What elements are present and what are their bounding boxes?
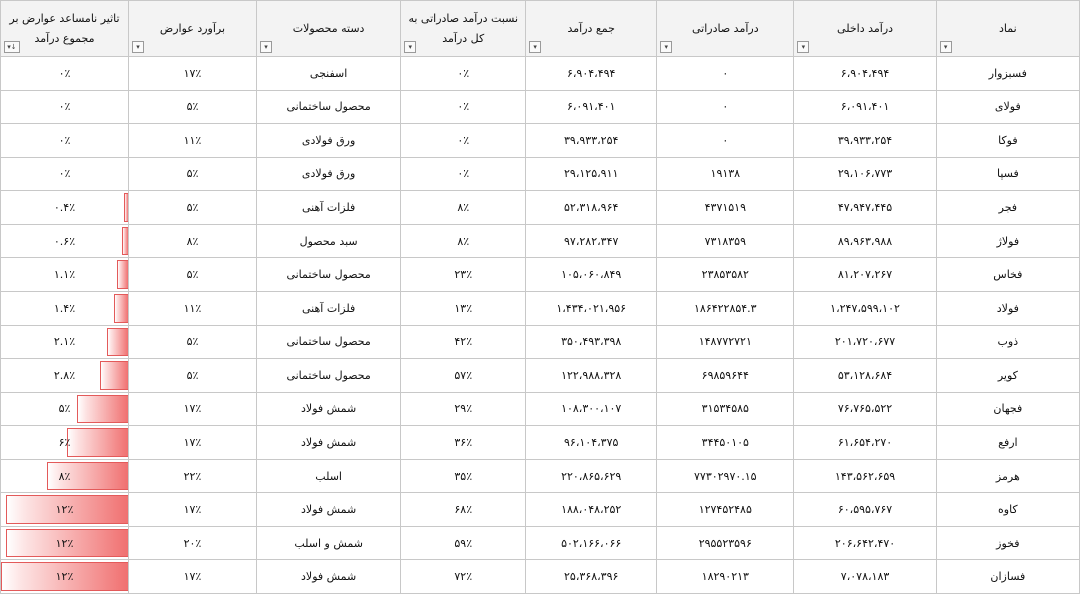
- cell-export-revenue[interactable]: ۰: [657, 124, 794, 158]
- impact-value: ۱.۴٪: [53, 301, 76, 315]
- cell-total-revenue[interactable]: ۶،۹۰۴،۴۹۴: [526, 57, 657, 91]
- cell-symbol[interactable]: فخوز: [936, 526, 1079, 560]
- cell-duty-estimate[interactable]: ۵٪: [129, 157, 257, 191]
- cell-domestic-revenue[interactable]: ۶،۰۹۱،۴۰۱: [794, 90, 936, 124]
- cell-export-revenue[interactable]: ۱۹۱۳۸: [657, 157, 794, 191]
- impact-value: ۸٪: [58, 469, 71, 483]
- header-product-category: [256, 1, 400, 57]
- cell-export-ratio[interactable]: ۴۲٪: [401, 325, 526, 359]
- table-row: [1, 258, 1080, 292]
- cell-total-revenue[interactable]: ۹۷،۲۸۲،۳۴۷: [526, 224, 657, 258]
- header-total-revenue: [526, 1, 657, 57]
- cell-unfavorable-impact[interactable]: [1, 526, 129, 560]
- table-row: [1, 359, 1080, 393]
- data-bar: [122, 227, 128, 256]
- cell-total-revenue[interactable]: ۱۲۲،۹۸۸،۳۲۸: [526, 359, 657, 393]
- impact-value: ۰.۴٪: [53, 201, 76, 215]
- impact-value: ۶٪: [58, 435, 71, 449]
- table-row: [1, 157, 1080, 191]
- cell-domestic-revenue[interactable]: ۲۰۱،۷۲۰،۶۷۷: [794, 325, 936, 359]
- cell-export-revenue[interactable]: ۱۸۲۹۰۲۱۳: [657, 560, 794, 594]
- data-bar: [77, 395, 128, 424]
- cell-export-ratio[interactable]: ۰٪: [401, 157, 526, 191]
- table-row: [1, 291, 1080, 325]
- cell-domestic-revenue[interactable]: ۴۷،۹۴۷،۴۴۵: [794, 191, 936, 225]
- cell-total-revenue[interactable]: ۱۰۵،۰۶۰،۸۴۹: [526, 258, 657, 292]
- cell-export-ratio[interactable]: ۰٪: [401, 90, 526, 124]
- cell-symbol[interactable]: فسازان: [936, 560, 1079, 594]
- cell-domestic-revenue[interactable]: ۲۹،۱۰۶،۷۷۳: [794, 157, 936, 191]
- cell-product-category[interactable]: محصول ساختمانی: [256, 325, 400, 359]
- cell-domestic-revenue[interactable]: ۳۹،۹۳۳،۲۵۴: [794, 124, 936, 158]
- cell-export-revenue[interactable]: ۲۹۵۵۲۳۵۹۶: [657, 526, 794, 560]
- table-row: [1, 560, 1080, 594]
- cell-domestic-revenue[interactable]: ۷۶،۷۶۵،۵۲۲: [794, 392, 936, 426]
- cell-duty-estimate[interactable]: ۱۱٪: [129, 124, 257, 158]
- cell-export-ratio[interactable]: ۸٪: [401, 191, 526, 225]
- cell-product-category[interactable]: محصول ساختمانی: [256, 90, 400, 124]
- cell-product-category[interactable]: شمش فولاد: [256, 426, 400, 460]
- impact-value: ۲.۱٪: [53, 335, 76, 349]
- cell-duty-estimate[interactable]: ۵٪: [129, 325, 257, 359]
- cell-domestic-revenue[interactable]: ۵۳،۱۲۸،۶۸۴: [794, 359, 936, 393]
- cell-export-ratio[interactable]: ۸٪: [401, 224, 526, 258]
- cell-unfavorable-impact[interactable]: [1, 392, 129, 426]
- cell-domestic-revenue[interactable]: ۱۴۳،۵۶۲،۶۵۹: [794, 459, 936, 493]
- cell-duty-estimate[interactable]: ۱۷٪: [129, 392, 257, 426]
- impact-value: ۰٪: [58, 167, 71, 181]
- cell-symbol[interactable]: فجر: [936, 191, 1079, 225]
- cell-export-revenue[interactable]: ۱۸۶۴۲۲۸۵۴.۳: [657, 291, 794, 325]
- cell-symbol[interactable]: فسپا: [936, 157, 1079, 191]
- cell-symbol[interactable]: فولای: [936, 90, 1079, 124]
- cell-unfavorable-impact[interactable]: [1, 459, 129, 493]
- cell-symbol[interactable]: ذوب: [936, 325, 1079, 359]
- cell-export-ratio[interactable]: ۳۶٪: [401, 426, 526, 460]
- cell-export-ratio[interactable]: ۲۳٪: [401, 258, 526, 292]
- cell-unfavorable-impact[interactable]: [1, 57, 129, 91]
- data-bar: [107, 328, 128, 357]
- cell-export-revenue[interactable]: ۱۲۷۴۵۲۴۸۵: [657, 493, 794, 527]
- header-domestic-revenue: [794, 1, 936, 57]
- data-bar: [117, 260, 128, 289]
- cell-symbol[interactable]: فوکا: [936, 124, 1079, 158]
- cell-duty-estimate[interactable]: ۱۷٪: [129, 57, 257, 91]
- cell-product-category[interactable]: شمش و اسلب: [256, 526, 400, 560]
- cell-export-revenue[interactable]: ۷۷۳۰۲۹۷۰.۱۵: [657, 459, 794, 493]
- dropdown-arrow-icon[interactable]: ▾: [797, 41, 809, 53]
- cell-total-revenue[interactable]: ۱۰۸،۳۰۰،۱۰۷: [526, 392, 657, 426]
- header-label: نسبت درآمد صادراتی به کل درآمد: [408, 11, 519, 45]
- cell-product-category[interactable]: اسفنجی: [256, 57, 400, 91]
- cell-domestic-revenue[interactable]: ۱،۲۴۷،۵۹۹،۱۰۲: [794, 291, 936, 325]
- cell-export-ratio[interactable]: ۱۳٪: [401, 291, 526, 325]
- header-label: دسته محصولات: [292, 21, 365, 35]
- cell-export-revenue[interactable]: ۶۹۸۵۹۶۴۴: [657, 359, 794, 393]
- cell-total-revenue[interactable]: ۲۵،۳۶۸،۳۹۶: [526, 560, 657, 594]
- cell-total-revenue[interactable]: ۵۲،۳۱۸،۹۶۴: [526, 191, 657, 225]
- cell-total-revenue[interactable]: ۲۹،۱۲۵،۹۱۱: [526, 157, 657, 191]
- cell-export-ratio[interactable]: ۳۵٪: [401, 459, 526, 493]
- dropdown-arrow-icon[interactable]: ▾: [260, 41, 272, 53]
- cell-duty-estimate[interactable]: ۵٪: [129, 90, 257, 124]
- cell-product-category[interactable]: محصول ساختمانی: [256, 359, 400, 393]
- header-symbol: [936, 1, 1079, 57]
- table-row: [1, 90, 1080, 124]
- cell-unfavorable-impact[interactable]: [1, 191, 129, 225]
- dropdown-arrow-icon[interactable]: ▾: [529, 41, 541, 53]
- cell-duty-estimate[interactable]: ۵٪: [129, 359, 257, 393]
- table-row: [1, 392, 1080, 426]
- sort-filter-icon[interactable]: ↓▾: [4, 41, 20, 53]
- cell-domestic-revenue[interactable]: ۸۹،۹۶۳،۹۸۸: [794, 224, 936, 258]
- table-row: [1, 426, 1080, 460]
- header-label: جمع درآمد: [567, 21, 615, 35]
- cell-product-category[interactable]: شمش فولاد: [256, 493, 400, 527]
- cell-domestic-revenue[interactable]: ۶۱،۶۵۴،۲۷۰: [794, 426, 936, 460]
- cell-symbol[interactable]: هرمز: [936, 459, 1079, 493]
- cell-unfavorable-impact[interactable]: [1, 493, 129, 527]
- cell-total-revenue[interactable]: ۳۵۰،۴۹۳،۳۹۸: [526, 325, 657, 359]
- impact-value: ۵٪: [58, 402, 71, 416]
- table-row: [1, 224, 1080, 258]
- table-row: [1, 526, 1080, 560]
- impact-value: ۱۲٪: [55, 570, 74, 584]
- impact-value: ۱۲٪: [55, 503, 74, 517]
- cell-export-ratio[interactable]: ۰٪: [401, 124, 526, 158]
- cell-export-revenue[interactable]: ۳۱۵۳۴۵۸۵: [657, 392, 794, 426]
- cell-unfavorable-impact[interactable]: [1, 359, 129, 393]
- cell-symbol[interactable]: فسبزوار: [936, 57, 1079, 91]
- cell-export-revenue[interactable]: ۷۳۱۸۳۵۹: [657, 224, 794, 258]
- data-bar: [67, 428, 128, 457]
- cell-domestic-revenue[interactable]: ۶،۹۰۴،۴۹۴: [794, 57, 936, 91]
- header-label: نماد: [999, 21, 1017, 35]
- cell-product-category[interactable]: شمش فولاد: [256, 560, 400, 594]
- cell-unfavorable-impact[interactable]: [1, 560, 129, 594]
- impact-value: ۰٪: [58, 66, 71, 80]
- cell-total-revenue[interactable]: ۹۶،۱۰۴،۳۷۵: [526, 426, 657, 460]
- cell-symbol[interactable]: فخاس: [936, 258, 1079, 292]
- cell-export-ratio[interactable]: ۶۸٪: [401, 493, 526, 527]
- cell-unfavorable-impact[interactable]: [1, 124, 129, 158]
- impact-value: ۰٪: [58, 100, 71, 114]
- table-row: [1, 57, 1080, 91]
- cell-total-revenue[interactable]: ۱۸۸،۰۴۸،۲۵۲: [526, 493, 657, 527]
- cell-total-revenue[interactable]: ۶،۰۹۱،۴۰۱: [526, 90, 657, 124]
- cell-export-ratio[interactable]: ۲۹٪: [401, 392, 526, 426]
- cell-product-category[interactable]: ورق فولادی: [256, 157, 400, 191]
- cell-total-revenue[interactable]: ۳۹،۹۳۳،۲۵۴: [526, 124, 657, 158]
- header-unfavorable-impact: [1, 1, 129, 57]
- table-row: [1, 191, 1080, 225]
- table-row: [1, 459, 1080, 493]
- impact-value: ۱.۱٪: [53, 268, 76, 282]
- impact-value: ۰٪: [58, 133, 71, 147]
- table-row: [1, 124, 1080, 158]
- cell-unfavorable-impact[interactable]: [1, 224, 129, 258]
- impact-value: ۲.۸٪: [53, 368, 76, 382]
- header-row: [1, 1, 1080, 57]
- cell-unfavorable-impact[interactable]: [1, 157, 129, 191]
- cell-export-ratio[interactable]: ۷۲٪: [401, 560, 526, 594]
- cell-export-ratio[interactable]: ۰٪: [401, 57, 526, 91]
- header-duty-estimate: [129, 1, 257, 57]
- cell-export-revenue[interactable]: ۳۴۴۵۰۱۰۵: [657, 426, 794, 460]
- table-row: [1, 493, 1080, 527]
- cell-product-category[interactable]: ورق فولادی: [256, 124, 400, 158]
- cell-product-category[interactable]: فلزات آهنی: [256, 291, 400, 325]
- cell-duty-estimate[interactable]: ۵٪: [129, 191, 257, 225]
- cell-unfavorable-impact[interactable]: [1, 426, 129, 460]
- cell-symbol[interactable]: فولاژ: [936, 224, 1079, 258]
- cell-symbol[interactable]: ارفع: [936, 426, 1079, 460]
- cell-product-category[interactable]: شمش فولاد: [256, 392, 400, 426]
- dropdown-arrow-icon[interactable]: ▾: [660, 41, 672, 53]
- cell-export-ratio[interactable]: ۵۷٪: [401, 359, 526, 393]
- cell-export-revenue[interactable]: ۴۳۷۱۵۱۹: [657, 191, 794, 225]
- data-bar: [114, 294, 128, 323]
- cell-total-revenue[interactable]: ۱،۴۳۴،۰۲۱،۹۵۶: [526, 291, 657, 325]
- header-label: درآمد صادراتی: [691, 21, 759, 35]
- cell-product-category[interactable]: فلزات آهنی: [256, 191, 400, 225]
- cell-unfavorable-impact[interactable]: [1, 258, 129, 292]
- table-row: [1, 325, 1080, 359]
- dropdown-arrow-icon[interactable]: ▾: [404, 41, 416, 53]
- cell-product-category[interactable]: محصول ساختمانی: [256, 258, 400, 292]
- cell-domestic-revenue[interactable]: ۸۱،۲۰۷،۲۶۷: [794, 258, 936, 292]
- cell-export-revenue[interactable]: ۰: [657, 57, 794, 91]
- cell-unfavorable-impact[interactable]: [1, 291, 129, 325]
- cell-export-revenue[interactable]: ۱۴۸۷۷۲۷۲۱: [657, 325, 794, 359]
- cell-duty-estimate[interactable]: ۱۱٪: [129, 291, 257, 325]
- header-export-ratio: [401, 1, 526, 57]
- cell-export-ratio[interactable]: ۵۹٪: [401, 526, 526, 560]
- header-label: تاثیر نامساعد عوارض بر مجموع درآمد: [9, 11, 120, 45]
- impact-value: ۰.۶٪: [53, 234, 76, 248]
- cell-export-revenue[interactable]: ۰: [657, 90, 794, 124]
- cell-product-category[interactable]: اسلب: [256, 459, 400, 493]
- cell-symbol[interactable]: کاوه: [936, 493, 1079, 527]
- impact-value: ۱۲٪: [55, 536, 74, 550]
- cell-duty-estimate[interactable]: ۱۷٪: [129, 426, 257, 460]
- header-label: برآورد عوارض: [159, 21, 226, 35]
- cell-duty-estimate[interactable]: ۸٪: [129, 224, 257, 258]
- cell-total-revenue[interactable]: ۲۲۰،۸۶۵،۶۲۹: [526, 459, 657, 493]
- cell-duty-estimate[interactable]: ۲۰٪: [129, 526, 257, 560]
- cell-total-revenue[interactable]: ۵۰۲،۱۶۶،۰۶۶: [526, 526, 657, 560]
- cell-unfavorable-impact[interactable]: [1, 325, 129, 359]
- data-bar: [100, 361, 128, 390]
- cell-duty-estimate[interactable]: ۲۲٪: [129, 459, 257, 493]
- data-bar: [124, 193, 128, 222]
- header-export-revenue: [657, 1, 794, 57]
- header-label: درآمد داخلی: [837, 21, 894, 35]
- cell-unfavorable-impact[interactable]: [1, 90, 129, 124]
- cell-domestic-revenue[interactable]: ۲۰۶،۶۴۲،۴۷۰: [794, 526, 936, 560]
- cell-domestic-revenue[interactable]: ۶۰،۵۹۵،۷۶۷: [794, 493, 936, 527]
- cell-product-category[interactable]: سبد محصول: [256, 224, 400, 258]
- dropdown-arrow-icon[interactable]: ▾: [940, 41, 952, 53]
- cell-symbol[interactable]: کویر: [936, 359, 1079, 393]
- cell-duty-estimate[interactable]: ۵٪: [129, 258, 257, 292]
- cell-symbol[interactable]: فولاد: [936, 291, 1079, 325]
- cell-duty-estimate[interactable]: ۱۷٪: [129, 560, 257, 594]
- cell-export-revenue[interactable]: ۲۳۸۵۳۵۸۲: [657, 258, 794, 292]
- dropdown-arrow-icon[interactable]: ▾: [132, 41, 144, 53]
- cell-symbol[interactable]: فجهان: [936, 392, 1079, 426]
- cell-duty-estimate[interactable]: ۱۷٪: [129, 493, 257, 527]
- cell-domestic-revenue[interactable]: ۷،۰۷۸،۱۸۳: [794, 560, 936, 594]
